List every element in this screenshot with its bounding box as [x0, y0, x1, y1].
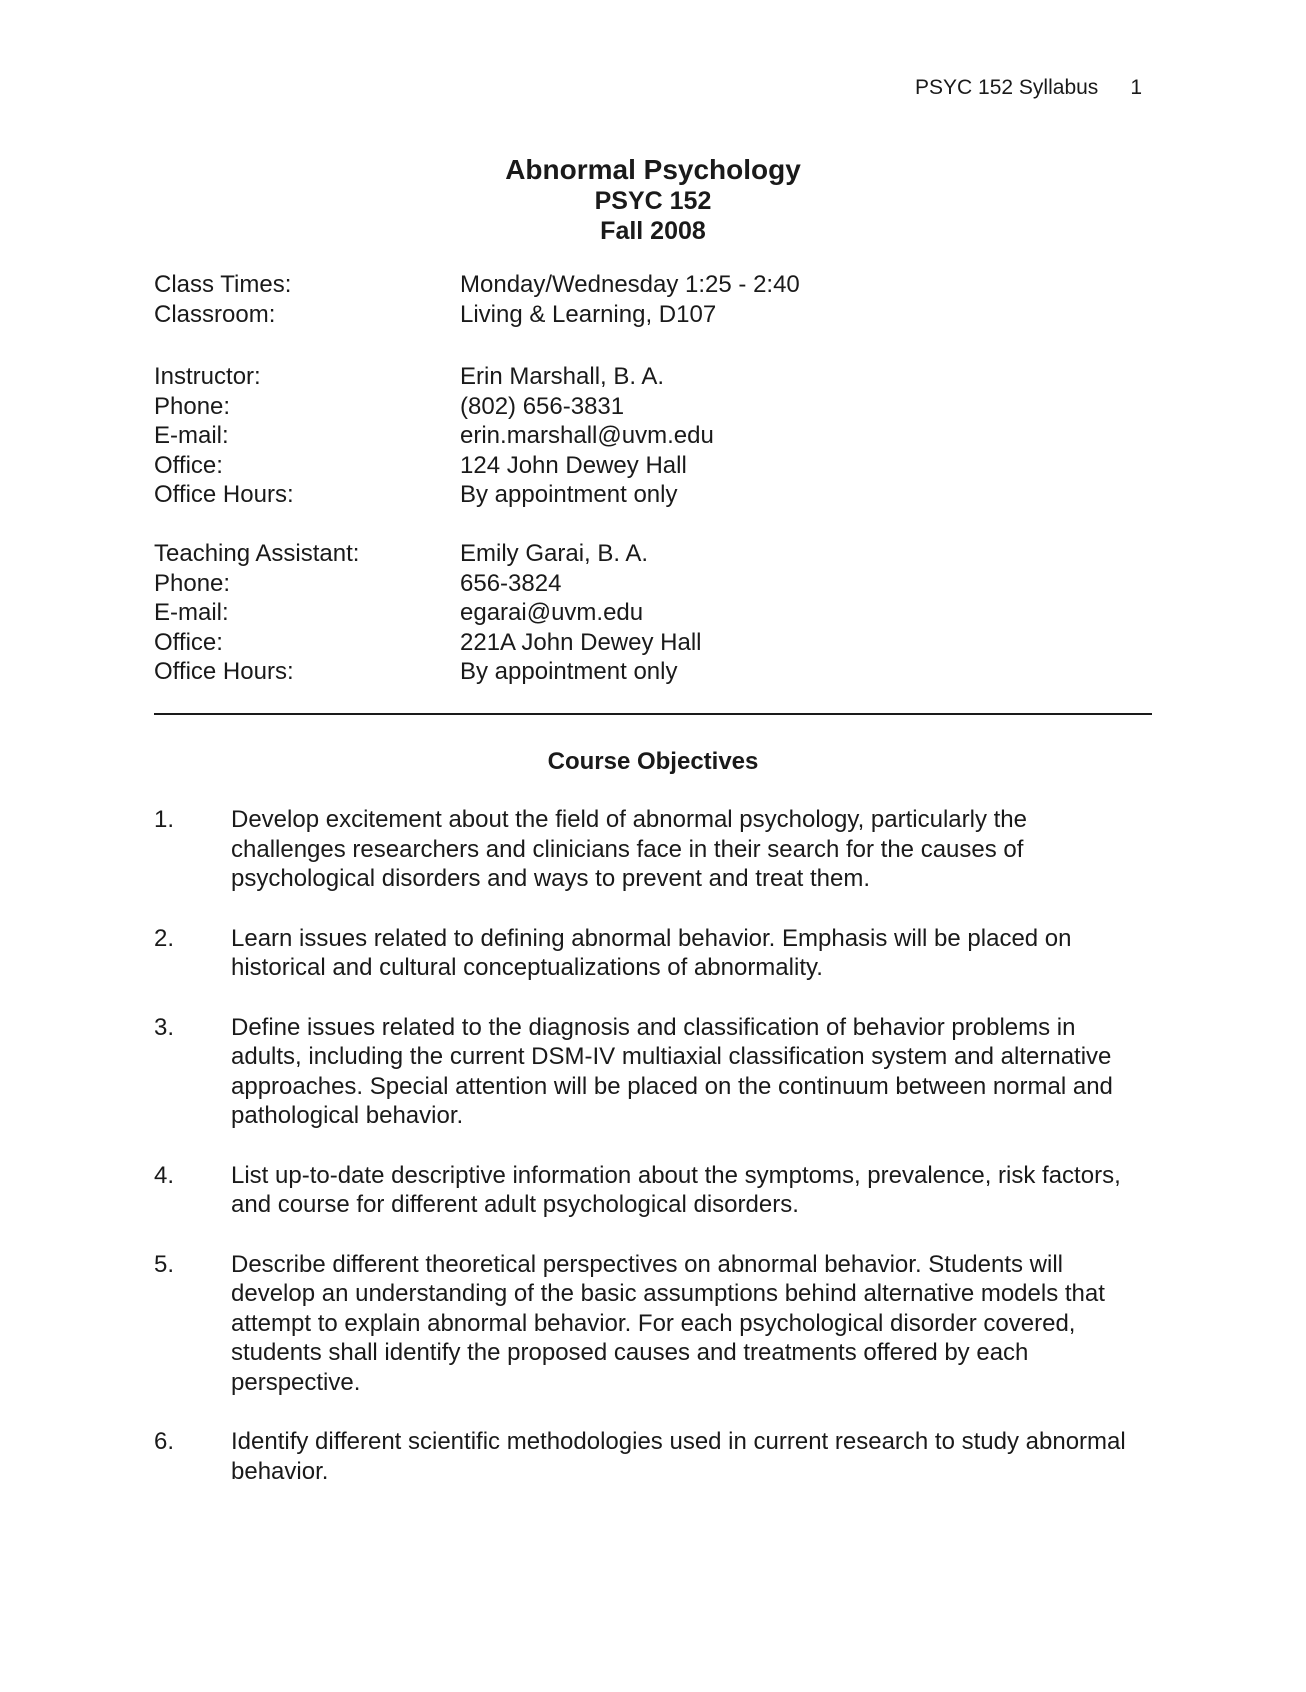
objective-text: Develop excitement about the field of abnormal psychology, particularly the challenges researchers and clinicians face in their search for the causes of psychological disorders and ways to prevent and treat them.: [231, 806, 1027, 892]
class-info-section: [154, 270, 800, 329]
info-value: Living & Learning, D107: [460, 300, 717, 328]
info-value: By appointment only: [460, 658, 678, 685]
info-value: 221A John Dewey Hall: [460, 628, 702, 656]
title-block: [0, 154, 1306, 246]
objective-number: 6.: [154, 1428, 175, 1455]
teaching-assistant-section: [154, 539, 701, 687]
info-row-email: [154, 421, 714, 451]
objective-text: Describe different theoretical perspectives on abnormal behavior. Students will develop an understanding of the basic assumptions behind alternative models that attempt to explain abnormal behavior. For each psychological disorder covered, students shall identify the proposed causes and treatments offered by each perspective.: [231, 1250, 1105, 1396]
objective-text: Define issues related to the diagnosis and classification of behavior problems in adults, including the current DSM-IV multiaxial classification system and alternative approaches. Special attention will be placed on the continuum between normal and pathological behavior.: [231, 1013, 1113, 1129]
info-value: (802) 656-3831: [460, 392, 625, 420]
info-label: Office:: [154, 628, 223, 656]
info-value: Erin Marshall, B. A.: [460, 363, 665, 390]
objective-item: [154, 1250, 1144, 1398]
course-term: Fall 2008: [600, 217, 706, 245]
objective-number: 3.: [154, 1013, 175, 1041]
info-label: Phone:: [154, 569, 231, 597]
info-label: Teaching Assistant:: [154, 540, 360, 567]
objective-number: 2.: [154, 924, 175, 952]
info-value: By appointment only: [460, 481, 678, 508]
objective-item: [154, 805, 1144, 894]
info-row-office-hours: [154, 480, 714, 510]
info-row-phone: [154, 569, 701, 599]
page-number: 1: [1130, 76, 1142, 99]
objective-item: [154, 1427, 1144, 1486]
info-label: Office:: [154, 451, 223, 479]
info-value: egarai@uvm.edu: [460, 599, 644, 626]
info-label: Class Times:: [154, 271, 292, 298]
info-value: erin.marshall@uvm.edu: [460, 422, 714, 449]
objective-item: [154, 924, 1144, 983]
objective-text: List up-to-date descriptive information about the symptoms, prevalence, risk factors, and course for different adult psychological disorders.: [231, 1161, 1121, 1218]
info-row-teaching-assistant: [154, 539, 701, 569]
course-name: Abnormal Psychology: [505, 154, 801, 185]
section-divider: [154, 713, 1152, 715]
info-label: E-mail:: [154, 599, 229, 626]
objective-number: 4.: [154, 1161, 175, 1189]
info-row-office: [154, 451, 714, 481]
info-label: Classroom:: [154, 300, 276, 328]
running-title: PSYC 152 Syllabus: [915, 76, 1099, 99]
info-label: Office Hours:: [154, 481, 294, 508]
objective-text: Identify different scientific methodologies used in current research to study abnormal behavior.: [231, 1428, 1126, 1485]
info-value: Emily Garai, B. A.: [460, 540, 649, 567]
objective-text: Learn issues related to defining abnormal behavior. Emphasis will be placed on historical and cultural conceptualizations of abnormality.: [231, 924, 1072, 981]
info-row-classroom: [154, 300, 800, 330]
objective-item: [154, 1161, 1144, 1220]
info-value: Monday/Wednesday 1:25 - 2:40: [460, 271, 800, 298]
instructor-section: [154, 362, 714, 510]
objectives-heading: Course Objectives: [547, 748, 759, 775]
info-row-office: [154, 628, 701, 658]
info-row-office-hours: [154, 657, 701, 687]
objectives-list: [154, 805, 1144, 1516]
course-code: PSYC 152: [594, 187, 712, 215]
info-label: Instructor:: [154, 363, 261, 390]
info-row-phone: [154, 392, 714, 422]
info-row-class-times: [154, 270, 800, 300]
page-header: [915, 76, 1142, 100]
info-row-instructor: [154, 362, 714, 392]
info-label: E-mail:: [154, 422, 229, 449]
info-label: Phone:: [154, 392, 231, 420]
objective-number: 5.: [154, 1250, 175, 1278]
info-row-email: [154, 598, 701, 628]
info-value: 656-3824: [460, 569, 562, 597]
info-label: Office Hours:: [154, 658, 294, 685]
info-value: 124 John Dewey Hall: [460, 451, 687, 479]
objective-item: [154, 1013, 1144, 1131]
objective-number: 1.: [154, 806, 175, 833]
